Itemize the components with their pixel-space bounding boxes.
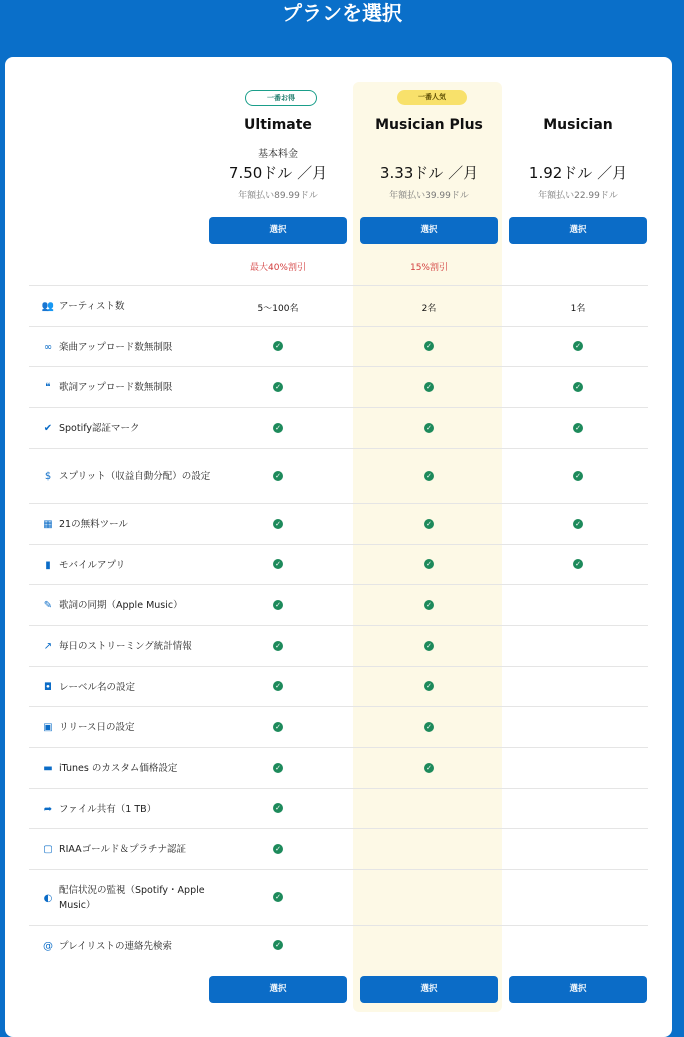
- feature-row: [29, 625, 648, 667]
- feature-label-text: Spotify認証マーク: [59, 423, 140, 434]
- feature-row: [29, 448, 648, 504]
- check-icon: [360, 471, 498, 481]
- feature-label-text: プレイリストの連絡先検索: [59, 940, 172, 952]
- feature-label: [41, 707, 216, 748]
- check-icon: ✓: [273, 423, 283, 433]
- feature-label-text: 楽曲アップロード数無制限: [59, 341, 173, 353]
- feature-row: [29, 869, 648, 926]
- quote-icon: ❝: [45, 382, 51, 393]
- feature-label-text: モバイルアプリ: [59, 559, 126, 571]
- feature-label: [41, 667, 216, 707]
- check-icon: [209, 763, 347, 773]
- check-icon: ✓: [424, 471, 434, 481]
- check-icon: [360, 641, 498, 651]
- check-icon: [360, 423, 498, 433]
- check-icon: ✓: [424, 423, 434, 433]
- share-icon: ➦: [43, 803, 53, 815]
- check-icon: ✓: [424, 763, 434, 773]
- feature-row: [29, 544, 648, 585]
- check-icon: [360, 600, 498, 610]
- feature-label: [41, 926, 216, 966]
- check-icon: [509, 471, 647, 481]
- check-icon: [509, 519, 647, 529]
- check-icon: ✓: [273, 341, 283, 351]
- feature-value: 2名: [421, 303, 437, 314]
- check-icon: ✓: [273, 471, 283, 481]
- feature-row: [29, 788, 648, 829]
- users-icon: 👥: [41, 301, 55, 312]
- feature-label: [41, 449, 216, 504]
- feature-label: [41, 789, 216, 829]
- feature-value: 5〜100名: [257, 303, 299, 314]
- feature-label-text: 配信状況の監視（Spotify・Apple Music）: [59, 885, 205, 911]
- check-icon: [209, 681, 347, 691]
- check-icon: ✓: [424, 722, 434, 732]
- plan-comparison-card: [5, 57, 672, 1037]
- feature-label: [41, 286, 216, 327]
- check-icon: ✓: [573, 341, 583, 351]
- check-icon: ✓: [273, 844, 283, 854]
- check-icon: ✓: [573, 519, 583, 529]
- check-icon: ✓: [424, 382, 434, 392]
- check-icon: [360, 763, 498, 773]
- plan-name-ultimate: Ultimate: [244, 117, 312, 133]
- feature-row: [29, 706, 648, 748]
- check-icon: ✓: [273, 681, 283, 691]
- check-icon: ✓: [273, 763, 283, 773]
- check-icon: ✓: [273, 600, 283, 610]
- feature-label: [41, 327, 216, 367]
- page-title: プランを選択: [282, 1, 402, 25]
- select-button-musician-bottom[interactable]: 選択: [509, 976, 647, 1003]
- discount-ultimate: 最大40%割引: [249, 263, 306, 273]
- feature-row: [29, 366, 648, 408]
- check-icon: ✓: [424, 641, 434, 651]
- feature-row: [29, 666, 648, 707]
- check-icon: ✓: [273, 803, 283, 813]
- check-icon: [509, 382, 647, 392]
- feature-row: [29, 584, 648, 626]
- check-icon: [360, 722, 498, 732]
- feature-label-text: スプリット（収益自動分配）の設定: [59, 471, 211, 482]
- check-icon: [209, 641, 347, 651]
- base-price-label: 基本料金: [258, 149, 298, 160]
- feature-label: [41, 626, 216, 667]
- price-tag-icon: ▬: [43, 763, 53, 774]
- annual-price-musician: 年額払い22.99ドル: [538, 191, 618, 201]
- check-icon: ✓: [573, 471, 583, 481]
- feature-row: [29, 285, 648, 327]
- check-icon: ✓: [273, 519, 283, 529]
- check-icon: [360, 341, 498, 351]
- feature-label: [41, 870, 216, 926]
- split-icon: $: [44, 471, 52, 482]
- feature-label-text: 毎日のストリーミング統計情報: [59, 641, 192, 652]
- discount-musician-plus: 15%割引: [409, 263, 448, 273]
- select-button-musician-plus-bottom[interactable]: 選択: [360, 976, 498, 1003]
- check-icon: [209, 803, 347, 813]
- grid-icon: ▦: [43, 519, 53, 530]
- most-popular-badge: 一番人気: [397, 90, 467, 105]
- check-icon: ✓: [573, 382, 583, 392]
- check-icon: ✓: [273, 722, 283, 732]
- annual-price-musician-plus: 年額払い39.99ドル: [389, 191, 469, 201]
- plan-name-musician: Musician: [543, 117, 613, 133]
- feature-label: [41, 408, 216, 449]
- annual-price-ultimate: 年額払い89.99ドル: [238, 191, 318, 201]
- feature-value: 1名: [570, 303, 586, 314]
- check-icon: ✓: [273, 892, 283, 902]
- feature-label: [41, 504, 216, 545]
- check-icon: [209, 844, 347, 854]
- feature-row: [29, 407, 648, 449]
- at-icon: @: [43, 940, 53, 952]
- select-button-ultimate-bottom[interactable]: 選択: [209, 976, 347, 1003]
- check-icon: [209, 471, 347, 481]
- select-button-musician-plus[interactable]: 選択: [360, 217, 498, 244]
- check-icon: ✓: [273, 559, 283, 569]
- feature-label-text: アーティスト数: [59, 301, 125, 312]
- feature-label: [41, 829, 216, 870]
- check-icon: [209, 382, 347, 392]
- award-icon: ▢: [43, 844, 53, 855]
- feature-row: [29, 925, 648, 966]
- feature-label: [41, 545, 216, 585]
- mobile-icon: ▮: [45, 559, 51, 571]
- feature-label-text: リリース日の設定: [59, 722, 135, 733]
- feature-label: [41, 748, 216, 789]
- check-icon: [360, 559, 498, 569]
- check-icon: ✓: [424, 341, 434, 351]
- check-icon: ✓: [424, 681, 434, 691]
- check-icon: ✓: [573, 423, 583, 433]
- feature-label-text: レーベル名の設定: [59, 681, 136, 693]
- check-icon: [360, 519, 498, 529]
- check-icon: [360, 382, 498, 392]
- check-icon: ✓: [573, 559, 583, 569]
- best-value-badge: 一番お得: [245, 90, 317, 106]
- infinity-icon: ∞: [43, 341, 53, 353]
- calendar-icon: ▣: [43, 722, 53, 733]
- feature-label-text: 21の無料ツール: [59, 519, 128, 530]
- check-icon: [209, 940, 347, 950]
- check-icon: [209, 341, 347, 351]
- check-icon: [209, 600, 347, 610]
- feature-label-text: RIAAゴールド＆プラチナ認証: [59, 844, 186, 855]
- check-icon: ✓: [424, 600, 434, 610]
- check-icon: [509, 423, 647, 433]
- feature-label: [41, 585, 216, 626]
- plan-name-musician-plus: Musician Plus: [375, 117, 483, 133]
- price-musician: 1.92ドル ／月: [528, 164, 628, 182]
- select-button-musician[interactable]: 選択: [509, 217, 647, 244]
- feature-row: [29, 503, 648, 545]
- check-icon: [509, 559, 647, 569]
- label-icon: ◘: [44, 681, 52, 693]
- verified-icon: ✔: [43, 423, 53, 434]
- check-icon: [509, 341, 647, 351]
- feature-label-text: iTunes のカスタム価格設定: [59, 763, 178, 774]
- check-icon: ✓: [424, 559, 434, 569]
- feature-label-text: ファイル共有（1 TB）: [59, 803, 157, 815]
- feature-label-text: 歌詞アップロード数無制限: [59, 382, 173, 393]
- price-musician-plus: 3.33ドル ／月: [379, 164, 479, 182]
- feature-label-text: 歌詞の同期（Apple Music）: [59, 600, 183, 611]
- shield-icon: ◐: [43, 892, 53, 904]
- check-icon: [209, 423, 347, 433]
- check-icon: [209, 722, 347, 732]
- check-icon: [209, 892, 347, 902]
- microphone-icon: ✎: [43, 600, 53, 611]
- check-icon: [209, 519, 347, 529]
- check-icon: ✓: [273, 641, 283, 651]
- feature-label: [41, 367, 216, 408]
- check-icon: ✓: [273, 940, 283, 950]
- check-icon: [209, 559, 347, 569]
- feature-row: [29, 828, 648, 870]
- check-icon: ✓: [273, 382, 283, 392]
- price-ultimate: 7.50ドル ／月: [228, 164, 328, 182]
- feature-row: [29, 326, 648, 367]
- check-icon: ✓: [424, 519, 434, 529]
- chart-icon: ↗: [43, 641, 53, 652]
- select-button-ultimate[interactable]: 選択: [209, 217, 347, 244]
- feature-row: [29, 747, 648, 789]
- check-icon: [360, 681, 498, 691]
